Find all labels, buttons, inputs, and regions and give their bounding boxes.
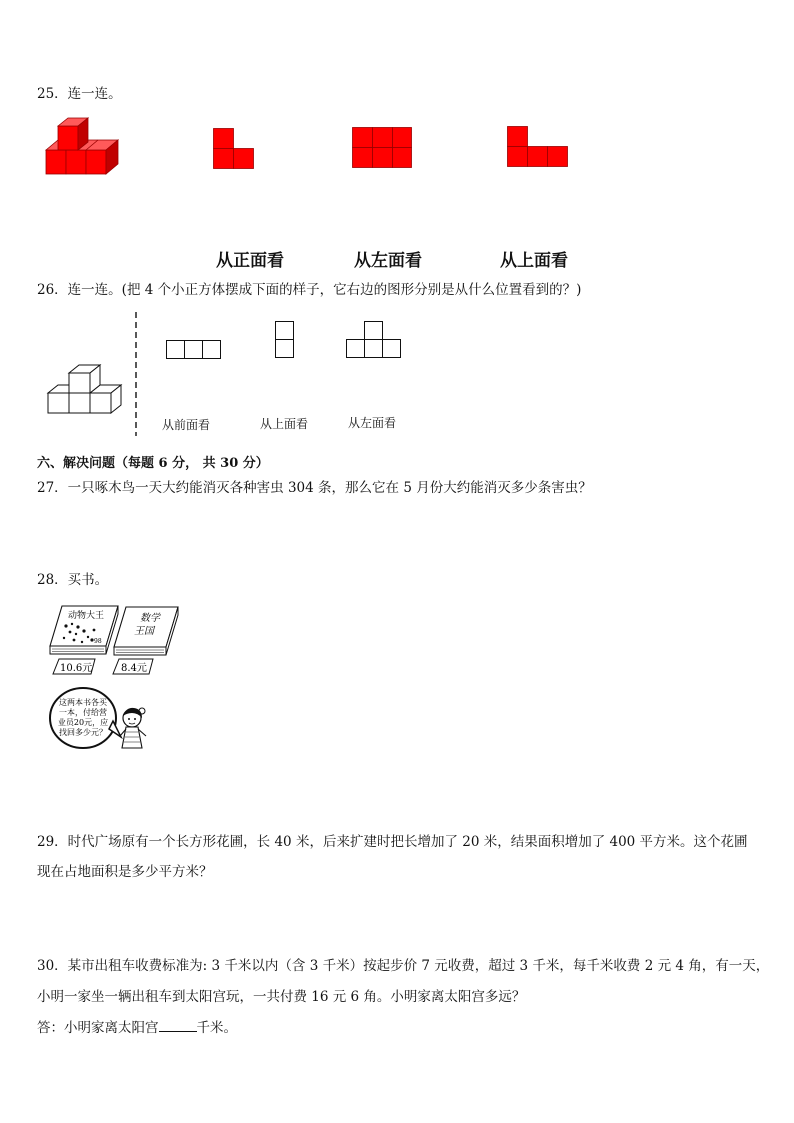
q30-line-2: 小明一家坐一辆出租车到太阳宫玩，一共付费 16 元 6 角。小明家离太阳宫多远？ xyxy=(37,989,526,1005)
q28-book2-price: 8.4元 xyxy=(121,663,147,674)
q25-view-long-l xyxy=(507,126,569,168)
q28-speech-line-3: 业员20元，应 xyxy=(57,718,109,727)
q28-book1-price: 10.6元 xyxy=(60,663,93,674)
q28-speech-line-1: 这两本书各买 xyxy=(59,698,107,707)
q25-solid-figure xyxy=(44,116,128,178)
q26-dashed-divider xyxy=(133,312,139,436)
q26-view-column xyxy=(275,321,295,359)
q26-text: 26．连一连。(把 4 个小正方体摆成下面的样子，它右边的图形分别是从什么位置看到的？) xyxy=(37,282,582,298)
q26-view-t-shape xyxy=(346,321,402,359)
q26-view-row xyxy=(166,340,222,359)
q25-label-top: 从上面看 xyxy=(500,251,568,271)
q28-book2-title-1: 数学 xyxy=(140,613,160,624)
q28-speech-bubble xyxy=(47,685,119,753)
svg-text:98: 98 xyxy=(94,638,102,645)
q29-line-2: 现在占地面积是多少平方米？ xyxy=(37,864,213,880)
q28-speech-line-4: 找回多少元？ xyxy=(59,728,107,737)
q30-answer-prefix: 答：小明家离太阳宫 xyxy=(37,1020,159,1036)
q30-answer-line xyxy=(37,1017,237,1038)
q28-book2-title-2: 王国 xyxy=(134,626,154,637)
q30-answer-blank[interactable] xyxy=(159,1017,197,1032)
q25-view-grid xyxy=(352,127,412,169)
q28-price-tag-2 xyxy=(111,658,157,676)
q30-answer-suffix: 千米。 xyxy=(196,1020,237,1036)
q25-view-l-shape xyxy=(213,128,255,170)
section-6-title: 六、解决问题（每题 6 分， 共 30 分） xyxy=(37,456,269,471)
q26-cube-stack xyxy=(46,355,126,417)
q26-label-front: 从前面看 xyxy=(162,418,211,432)
q28-book-animal xyxy=(48,604,120,660)
q28-price-tag-1 xyxy=(51,658,99,676)
q29-line-1: 29．时代广场原有一个长方形花圃，长 40 米，后来扩建时把长增加了 20 米，结果面积增加了 400 平方米。这个花圃 xyxy=(37,834,748,850)
q25-label-front: 从正面看 xyxy=(216,251,284,271)
q27-text: 27．一只啄木鸟一天大约能消灭各种害虫 304 条，那么它在 5 月份大约能消灭多少条害虫？ xyxy=(37,480,592,496)
q25-label-left: 从左面看 xyxy=(354,251,422,271)
q28-text: 28．买书。 xyxy=(37,572,109,588)
q28-speech-line-2: 一本，付给营 xyxy=(59,708,107,717)
q28-girl-illustration xyxy=(118,706,150,752)
q25-text: 25．连一连。 xyxy=(37,86,122,102)
q26-label-left: 从左面看 xyxy=(348,416,397,430)
q30-line-1: 30．某市出租车收费标准为: 3 千米以内（含 3 千米）按起步价 7 元收费，超过 3 千米，每千米收费 2 元 4 角，有一天， xyxy=(37,958,770,974)
q28-book-math xyxy=(112,605,182,661)
q26-label-top: 从上面看 xyxy=(260,417,309,431)
q28-book1-title: 动物大王 xyxy=(68,611,105,621)
